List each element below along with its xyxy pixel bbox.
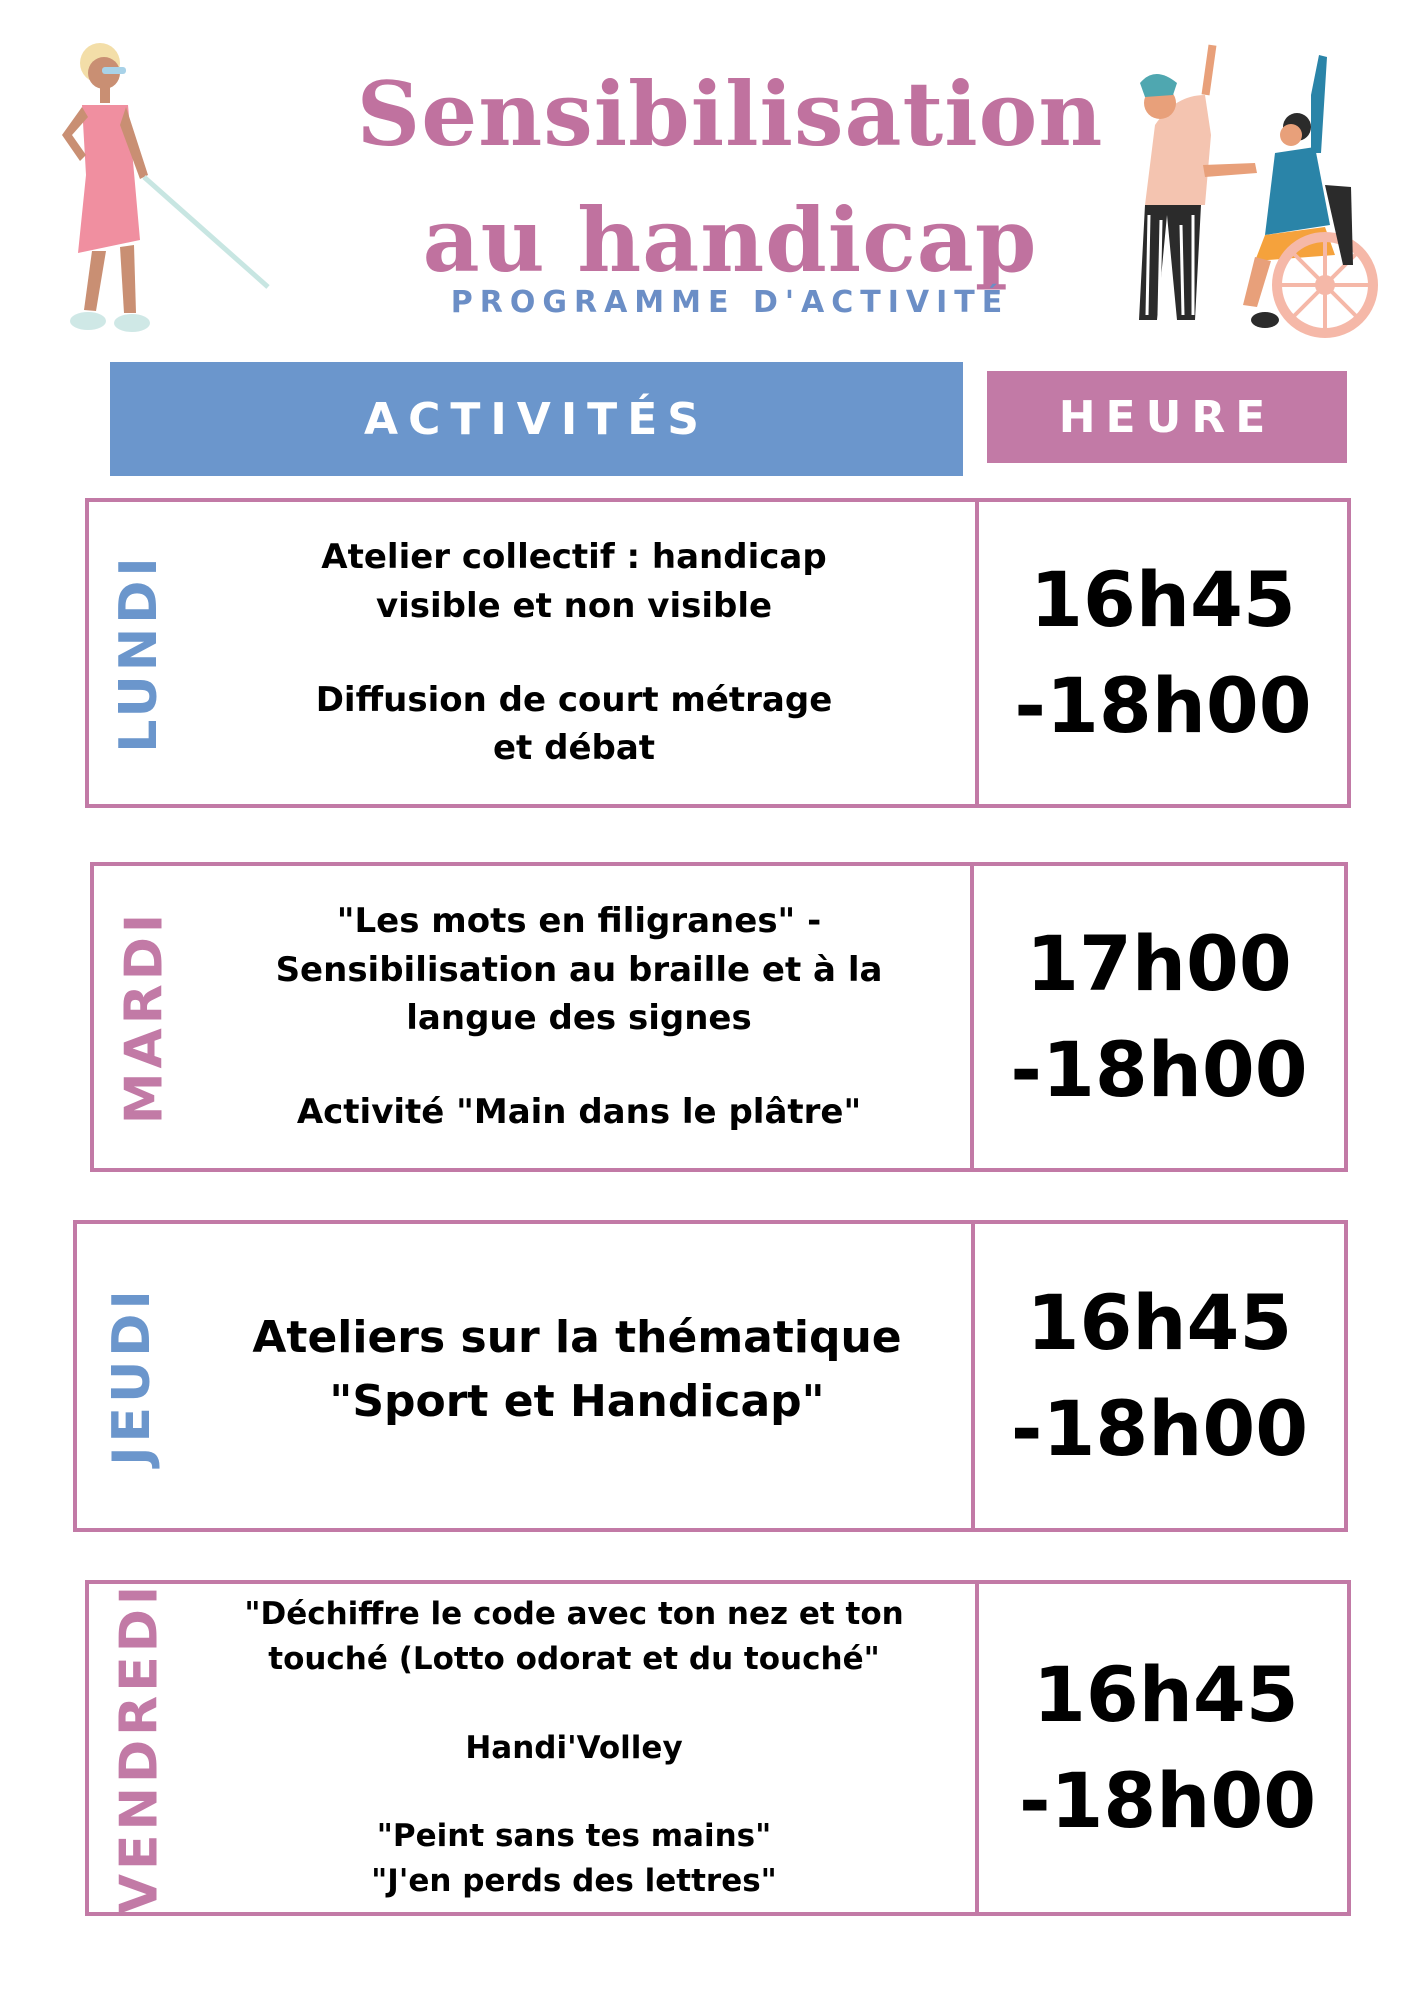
- activity-line: et débat: [492, 728, 656, 769]
- day-label: VENDREDI: [109, 1581, 169, 1915]
- activity-line: Sensibilisation au braille et à la: [275, 949, 883, 990]
- page-subtitle: PROGRAMME D'ACTIVITÉ: [450, 285, 1010, 320]
- schedule-card-vendredi: [85, 1580, 1351, 1916]
- time-slot: [975, 1224, 1344, 1528]
- time-slot: [979, 1584, 1347, 1912]
- activity-list: [194, 866, 964, 1168]
- woman-with-cane-illustration: [20, 25, 290, 345]
- page-title-line-2: au handicap: [422, 188, 1038, 292]
- time-end: -18h00: [1019, 1756, 1317, 1845]
- activity-line: visible et non visible: [375, 585, 773, 626]
- time-end: -18h00: [1010, 1025, 1308, 1114]
- time-start: 16h45: [1033, 1649, 1299, 1739]
- schedule-card-mardi: [90, 862, 1348, 1172]
- activity-line: Diffusion de court métrage: [315, 680, 833, 720]
- time-slot: [979, 502, 1347, 804]
- time-start: 16h45: [1030, 554, 1296, 644]
- time-start: 17h00: [1026, 918, 1292, 1008]
- day-label: LUNDI: [109, 553, 170, 753]
- time-end: -18h00: [1010, 1384, 1309, 1473]
- schedule-card-jeudi: [73, 1220, 1348, 1532]
- activity-line: Ateliers sur la thématique: [252, 1312, 902, 1363]
- time-end: -18h00: [1014, 661, 1312, 750]
- activity-list: [189, 502, 959, 804]
- activity-line: Atelier collectif : handicap: [321, 537, 827, 578]
- activity-line: langue des signes: [406, 998, 752, 1038]
- day-label: JEUDI: [102, 1286, 163, 1466]
- activity-list: [189, 1584, 959, 1912]
- time-slot: [974, 866, 1344, 1168]
- time-header: HEURE: [987, 371, 1347, 463]
- activity-line: Handi'Volley: [465, 1729, 683, 1766]
- time-start: 16h45: [1026, 1277, 1293, 1367]
- activity-line: "Sport et Handicap": [329, 1375, 825, 1427]
- activity-line: "J'en perds des lettres": [371, 1863, 777, 1900]
- page-title-line-1: Sensibilisation: [356, 62, 1104, 166]
- activities-header: ACTIVITÉS: [110, 362, 963, 476]
- schedule-card-lundi: [85, 498, 1351, 808]
- activity-line: "Déchiffre le code avec ton nez et ton: [244, 1595, 904, 1632]
- activity-line: "Peint sans tes mains": [376, 1818, 772, 1855]
- day-label: MARDI: [114, 909, 175, 1125]
- activity-line: Activité "Main dans le plâtre": [296, 1092, 862, 1133]
- activity-line: touché (Lotto odorat et du touché": [268, 1640, 880, 1677]
- activity-list: [187, 1224, 967, 1528]
- activity-line: "Les mots en filigranes" -: [336, 901, 822, 942]
